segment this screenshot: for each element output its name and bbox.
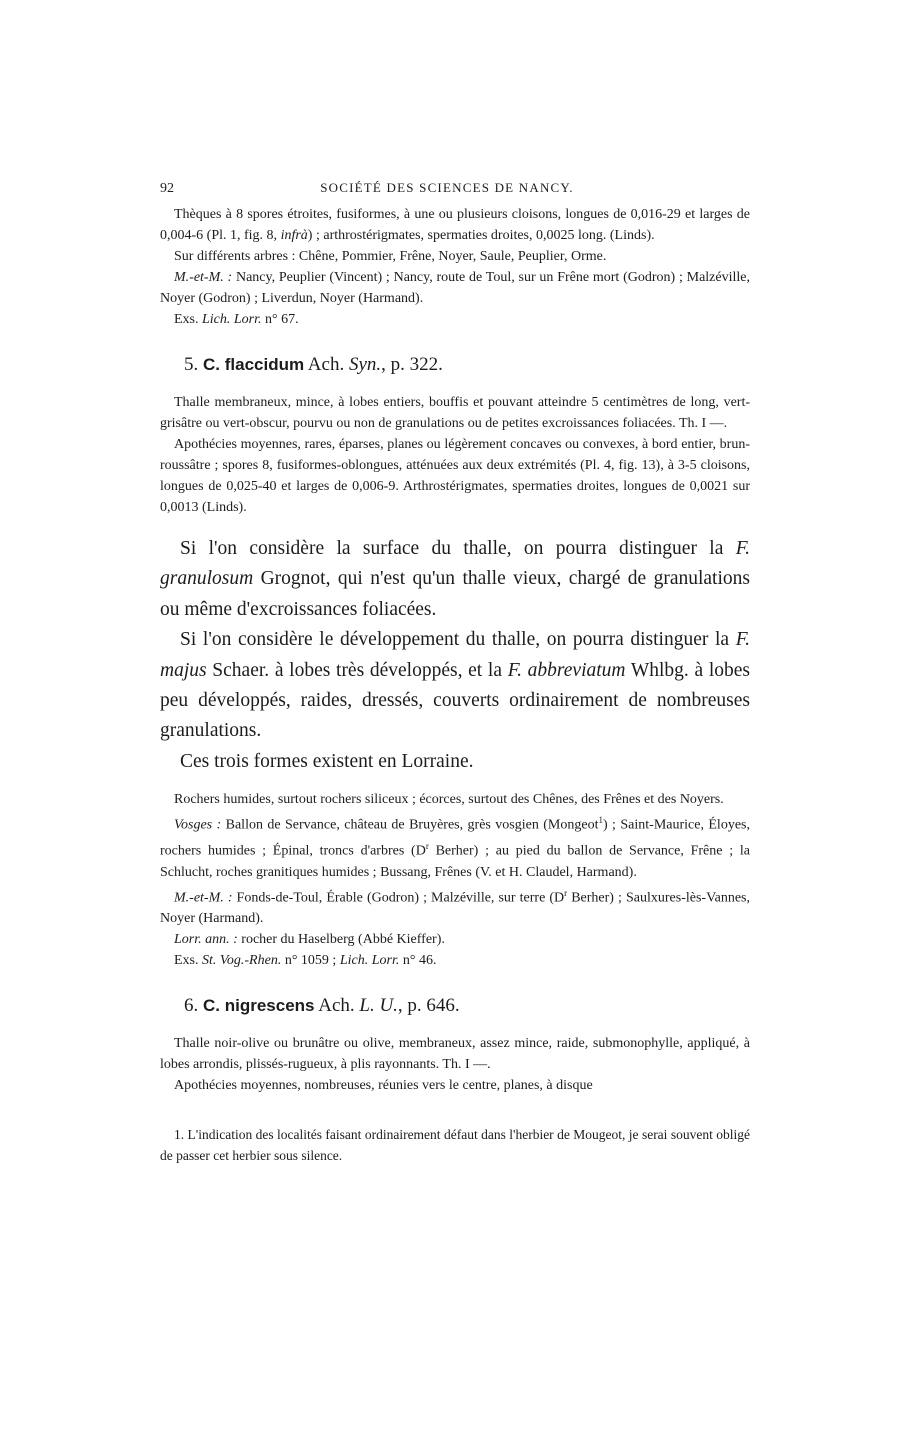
running-title: SOCIÉTÉ DES SCIENCES DE NANCY. — [320, 180, 574, 195]
description-thalle-6: Thalle noir-olive ou brunâtre ou olive, membraneux, assez mince, raide, submonophylle, appliqué, à lobes arrondis, plissés-rugueux, à plis rayonnants. Th. I —. — [160, 1036, 750, 1073]
description-thalle-5: Thalle membraneux, mince, à lobes entiers, bouffis et pouvant atteindre 5 centimètres de long, vert-grisâtre ou vert-obscur, pourvu ou non de granulations ou de petites excroissances foliacées. Th. I —. — [160, 395, 750, 431]
species-heading-5: 5. C. flaccidum Ach. Syn., p. 322. — [184, 354, 443, 375]
large-paragraph-developpement: Si l'on considère le développement du thalle, on pourra distinguer la F. majus Schaer. à lobes très développés, et la F. abbreviatum Whlbg. à lobes peu développés, raides, dressés, couverts ordinairement de nombreuses granulations. — [160, 629, 750, 742]
paragraph-theques: Thèques à 8 spores étroites, fusiformes, à une ou plusieurs cloisons, longues de 0,016-29 et larges de 0,004-6 (Pl. 1, fig. 8, infrà) ; arthrostérigmates, spermaties droites, 0,0025 long. (Linds). — [160, 207, 750, 243]
paragraph-localities-mm: M.-et-M. : Nancy, Peuplier (Vincent) ; Nancy, route de Toul, sur un Frêne mort (Godron) ; Malzéville, Noyer (Godron) ; Liverdun, Noyer (Harmand). — [160, 270, 750, 306]
large-paragraph-formes: Ces trois formes existent en Lorraine. — [180, 750, 474, 772]
paragraph-exsiccata: Exs. Lich. Lorr. n° 67. — [174, 312, 299, 327]
page-header — [160, 180, 750, 204]
page — [160, 180, 750, 1166]
species-heading-6: 6. C. nigrescens Ach. L. U., p. 646. — [184, 995, 460, 1017]
description-apothecies-5: Apothécies moyennes, rares, éparses, planes ou légèrement concaves ou convexes, à bord entier, brun-roussâtre ; spores 8, fusiformes-oblongues, atténuées aux deux extrémités (Pl. 4, fig. 13), à 3-5 cloisons, longues de 0,025-40 et larges de 0,006-9. Arthrostérigmates, spermaties droites, longues de 0,0021 sur 0,0013 (Linds). — [160, 437, 750, 515]
paragraph-arbres: Sur différents arbres : Chêne, Pommier, Frêne, Noyer, Saule, Peuplier, Orme. — [174, 249, 607, 264]
paragraph-exsiccata-5: Exs. St. Vog.-Rhen. n° 1059 ; Lich. Lorr. n° 46. — [174, 953, 437, 969]
page-number: 92 — [160, 181, 174, 196]
large-paragraph-surface: Si l'on considère la surface du thalle, on pourra distinguer la F. granulosum Grognot, qui n'est qu'un thalle vieux, chargé de granulations ou même d'excroissances foliacées. — [160, 538, 750, 620]
footnote-separator — [160, 1106, 750, 1124]
paragraph-localities-mm-5: M.-et-M. : Fonds-de-Toul, Érable (Godron) ; Malzéville, sur terre ($D^r$ Berher) ; Saulxures-lès-Vannes, Noyer (Harmand). — [160, 887, 750, 927]
paragraph-localities-lorr: Lorr. ann. : rocher du Haselberg (Abbé Kieffer). — [174, 932, 445, 948]
paragraph-localities-vosges: Vosges : Ballon de Servance, château de Bruyères, grès vosgien (Mongeot$^1$) ; Saint-Maurice, Éloyes, rochers humides ; Épinal, troncs d'arbres ($D^r$ Berher) ; au pied du ballon de Servance, Frêne ; la Schlucht, roches granitiques humides ; Bussang, Frênes (V. et H. Claudel, Harmand). — [160, 815, 750, 880]
description-apothecies-6: Apothécies moyennes, nombreuses, réunies vers le centre, planes, à disque — [174, 1078, 593, 1094]
footnote: 1. L'indication des localités faisant ordinairement défaut dans l'herbier de Mougeot, je serai souvent obligé de passer cet herbier sous silence. — [160, 1127, 750, 1164]
paragraph-habitat: Rochers humides, surtout rochers siliceux ; écorces, surtout des Chênes, des Frênes et des Noyers. — [174, 792, 724, 808]
